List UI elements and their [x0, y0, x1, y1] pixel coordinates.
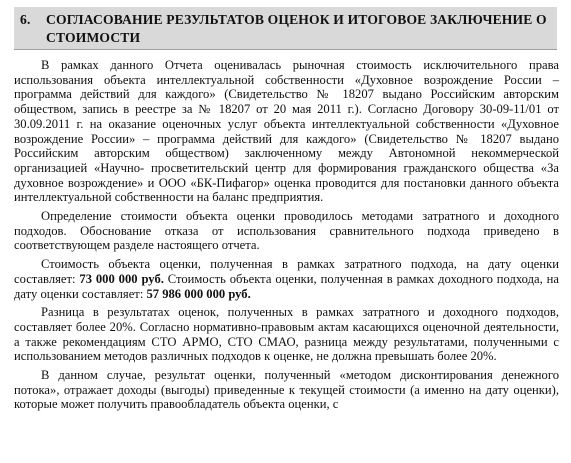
cost-approach-value: 73 000 000 руб. [79, 271, 164, 286]
section-title-line2: СТОИМОСТИ [46, 30, 141, 45]
paragraph-3 [14, 257, 559, 301]
paragraph-1: В рамках данного Отчета оценивалась рыночная стоимость исключительного права использования объекта интеллектуальной собственности «Духовное возрождение России – программа действий для каждого» (Свидетельство № 18207 выдано Российским авторским обществом, запись в реестре за № 18207 от 20 мая 2011 г.). Согласно Договору 30-09-11/01 от 30.09.2011 г. на оказание оценочных услуг объекта интеллектуальной собственности «Духовное возрождение России» – программа действий для каждого» (Свидетельство № 18207 выдано Российским авторским обществом) заключенному между Автономной некоммерческой организацией «Научно- просветительский центр для формирования гражданского общества «За духовное возрождение» и ООО «БК-Пифагор» оценка проводится для постановки данного объекта интеллектуальной собственности на баланс предприятия. [14, 58, 559, 205]
section-title-line1: СОГЛАСОВАНИЕ РЕЗУЛЬТАТОВ ОЦЕНОК И ИТОГОВОЕ ЗАКЛЮЧЕНИЕ О [46, 12, 547, 27]
section-heading [20, 11, 560, 47]
section-number: 6. [20, 12, 31, 27]
paragraph-2: Определение стоимости объекта оценки проводилось методами затратного и доходного подходов. Обоснование отказа от использования сравнительного подхода приведено в соответствующем разделе настоящего отчета. [14, 209, 559, 253]
income-approach-value: 57 986 000 000 руб. [146, 286, 251, 301]
document-body [14, 58, 559, 412]
section-heading-line1 [20, 11, 560, 29]
paragraph-3-text-b: Стоимость объекта оценки, полученная в рамках доходного подхода, на дату оценки составляет: [14, 271, 559, 301]
paragraph-4: Разница в результатах оценок, полученных в рамках затратного и доходного подходов, составляет более 20%. Согласно нормативно-правовым актам касающихся оценочной деятельности, а также рекомендациям СТО АРМО, СТО СМАО, разница между результатами, полученными с использованием методов различных подходов к оценке, не должна превышать более 20%. [14, 305, 559, 364]
paragraph-3-text-a: Стоимость объекта оценки, полученная в рамках затратного подхода, на дату оценки составляет: [14, 257, 559, 286]
paragraph-5: В данном случае, результат оценки, полученный «методом дисконтирования денежного потока», отражает доходы (выгоды) приведенные к текущей стоимости (а именно на дату оценки), которые может получить правообладатель объекта оценки, с [14, 368, 559, 412]
